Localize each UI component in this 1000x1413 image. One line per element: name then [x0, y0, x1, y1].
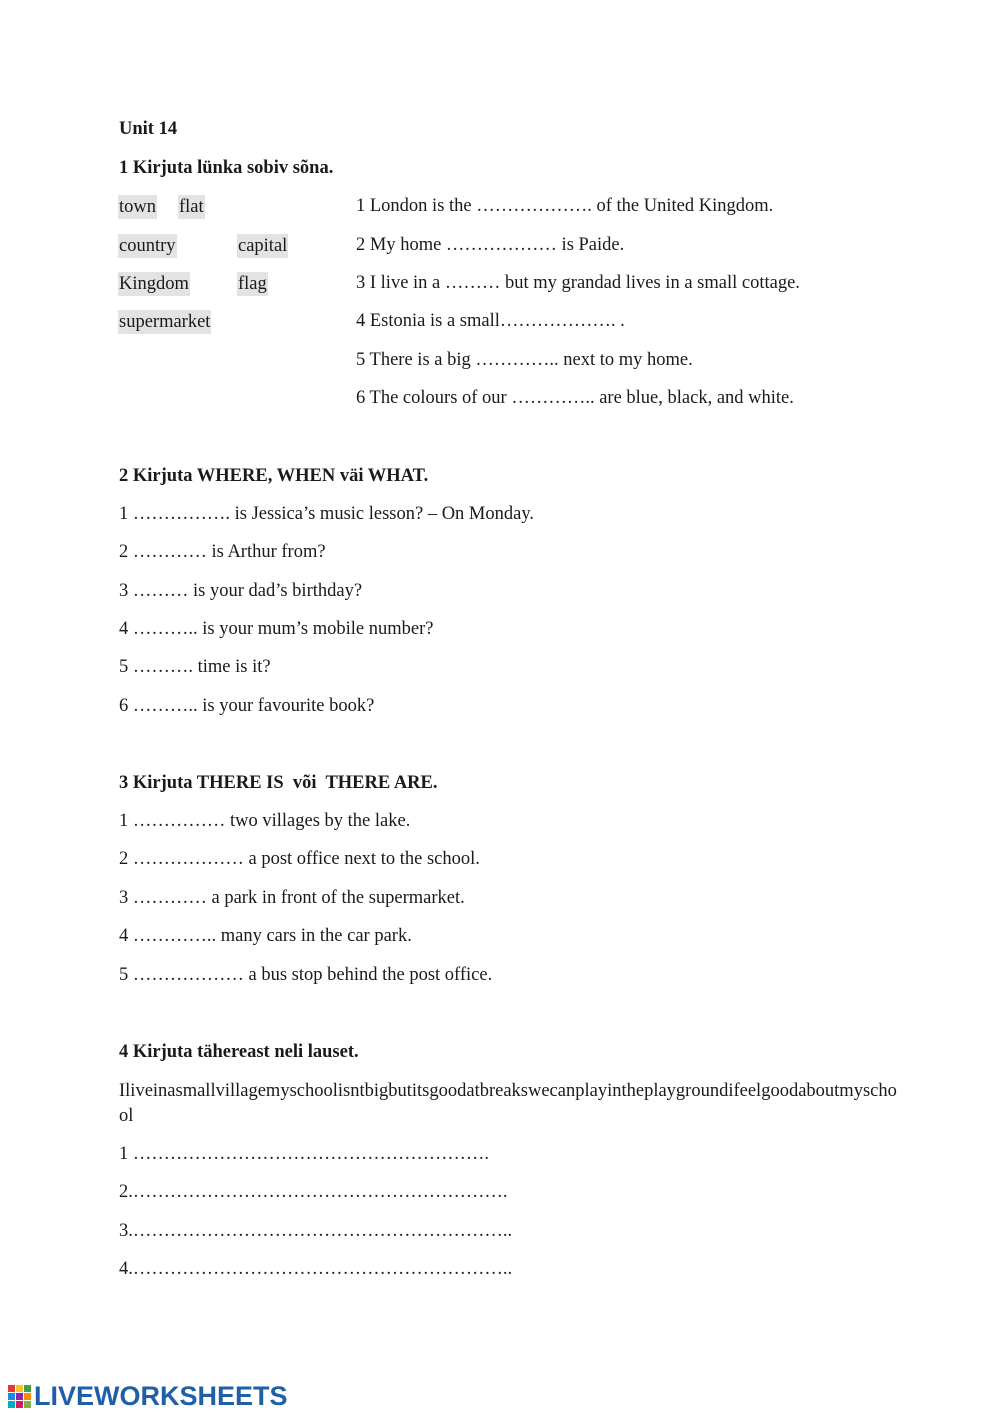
section2-sentence-5: 5 ………. time is it? — [119, 657, 271, 677]
answer-line-2: 2.……………………………………………………. — [119, 1182, 508, 1202]
section3-sentence-5: 5 ……………… a bus stop behind the post office. — [119, 965, 493, 985]
section2-sentence-1: 1 ……………. is Jessica’s music lesson? – On Monday. — [119, 504, 535, 524]
logo-square-4 — [8, 1393, 15, 1400]
logo-square-8 — [16, 1401, 23, 1408]
word-bank-supermarket: supermarket — [119, 312, 211, 332]
word-bank-country: country — [119, 236, 176, 256]
section1-heading: 1 Kirjuta lünka sobiv sõna. — [119, 158, 334, 178]
logo-square-6 — [24, 1393, 31, 1400]
word-bank-town: town — [119, 197, 156, 217]
section1-sentence-4: 4 Estonia is a small………………. . — [356, 311, 625, 331]
section1-sentence-6: 6 The colours of our ………….. are blue, black, and white. — [356, 388, 794, 408]
logo-square-5 — [16, 1393, 23, 1400]
section2-sentence-3: 3 ……… is your dad’s birthday? — [119, 581, 363, 601]
logo-mark-icon — [8, 1385, 31, 1408]
section3-sentence-4: 4 ………….. many cars in the car park. — [119, 926, 412, 946]
section3-sentence-2: 2 ……………… a post office next to the school. — [119, 849, 480, 869]
logo-text: LIVEWORKSHEETS — [34, 1381, 288, 1411]
logo-square-1 — [8, 1385, 15, 1392]
section4-heading: 4 Kirjuta tähereast neli lauset. — [119, 1042, 359, 1062]
section1-sentence-1: 1 London is the ………………. of the United Kingdom. — [356, 196, 774, 216]
section1-sentence-5: 5 There is a big ………….. next to my home. — [356, 350, 693, 370]
logo-square-9 — [24, 1401, 31, 1408]
section3-heading: 3 Kirjuta THERE IS või THERE ARE. — [119, 773, 438, 793]
answer-line-1: 1 …………………………………………………. — [119, 1144, 489, 1164]
word-bank-flag: flag — [238, 274, 267, 294]
section1-sentence-3: 3 I live in a ……… but my grandad lives in a small cottage. — [356, 273, 800, 293]
answer-line-3: 3.…………………………………………………….. — [119, 1221, 513, 1241]
letter-string: Iliveinasmallvillagemyschoolisntbigbutitsgoodatbreakswecanplayintheplaygroundifeelgoodaboutmyschool — [119, 1081, 897, 1126]
section2-sentence-2: 2 ………… is Arthur from? — [119, 542, 326, 562]
word-bank-capital: capital — [238, 236, 288, 256]
word-bank-flat: flat — [179, 197, 204, 217]
logo-square-7 — [8, 1401, 15, 1408]
liveworksheets-logo[interactable] — [8, 1382, 288, 1410]
section2-sentence-6: 6 ……….. is your favourite book? — [119, 696, 375, 716]
answer-line-4: 4.…………………………………………………….. — [119, 1259, 513, 1279]
logo-square-2 — [16, 1385, 23, 1392]
section3-sentence-3: 3 ………… a park in front of the supermarket. — [119, 888, 465, 908]
logo-square-3 — [24, 1385, 31, 1392]
section2-sentence-4: 4 ……….. is your mum’s mobile number? — [119, 619, 434, 639]
unit-title: Unit 14 — [119, 119, 178, 139]
word-bank-kingdom: Kingdom — [119, 274, 189, 294]
section1-sentence-2: 2 My home ……………… is Paide. — [356, 235, 625, 255]
section3-sentence-1: 1 …………… two villages by the lake. — [119, 811, 411, 831]
section2-heading: 2 Kirjuta WHERE, WHEN väi WHAT. — [119, 466, 429, 486]
